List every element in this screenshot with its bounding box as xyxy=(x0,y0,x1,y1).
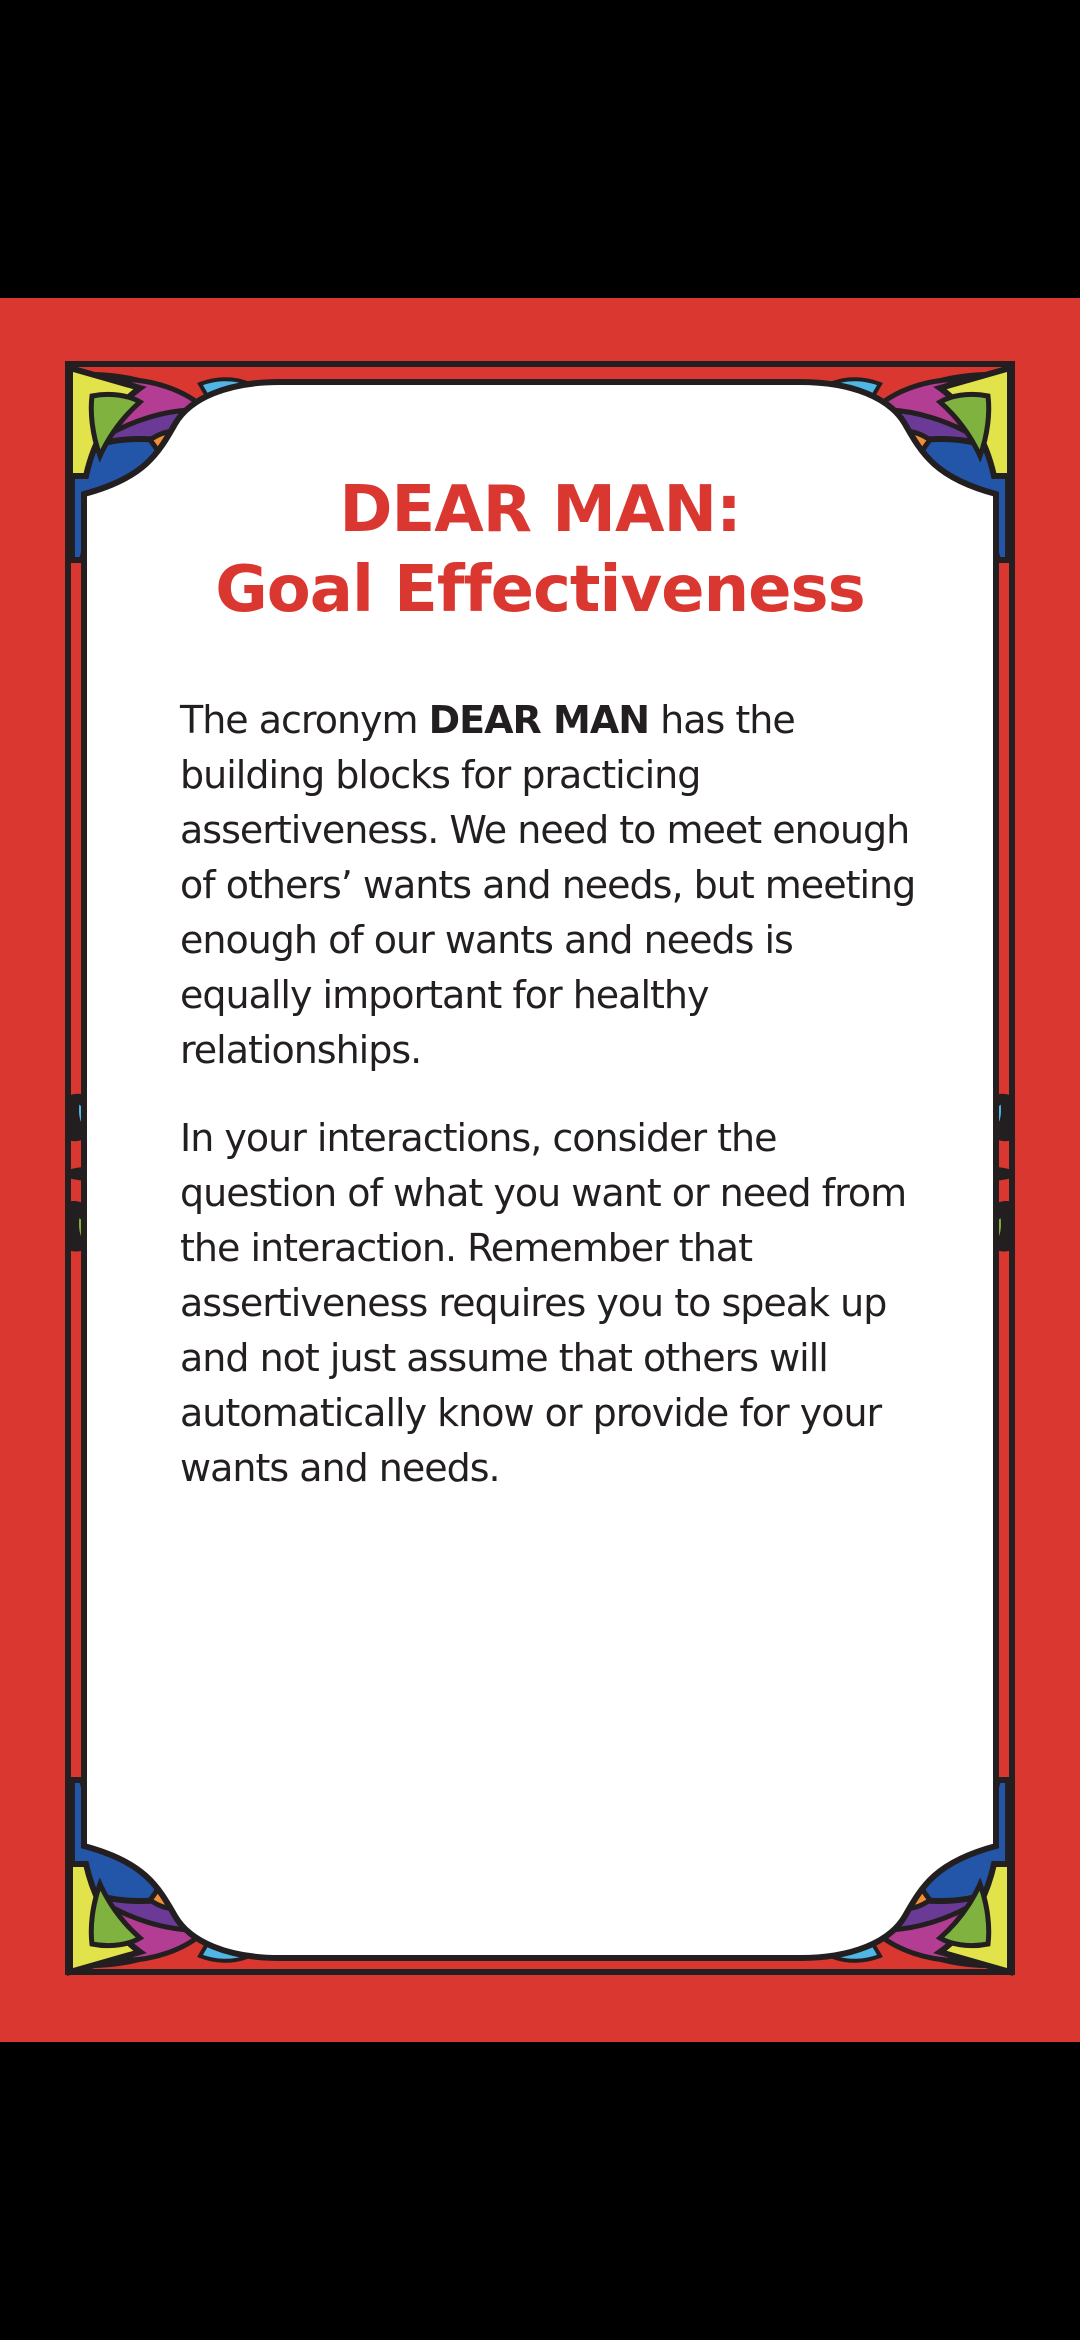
paragraph-1-prefix: The acronym xyxy=(180,698,429,742)
card-title xyxy=(90,470,990,630)
card-body xyxy=(180,693,920,1496)
title-line-1: DEAR MAN: xyxy=(339,473,741,547)
paragraph-2: In your interactions, consider the question of what you want or need from the interaction. Remember that assertiveness requires you to speak up and not just assume that others will automatically know or provide for your wants and needs. xyxy=(180,1116,907,1490)
title-line-2: Goal Effectiveness xyxy=(215,553,865,627)
dear-man-card xyxy=(0,298,1080,2042)
paragraph-1-emphasis: DEAR MAN xyxy=(428,698,650,742)
paragraph-1-rest: has the building blocks for practicing assertiveness. We need to meet enough of others’ wants and needs, but meeting enough of our wants and needs is equally important for healthy relationships. xyxy=(180,698,916,1072)
paragraph-1 xyxy=(180,693,920,1078)
